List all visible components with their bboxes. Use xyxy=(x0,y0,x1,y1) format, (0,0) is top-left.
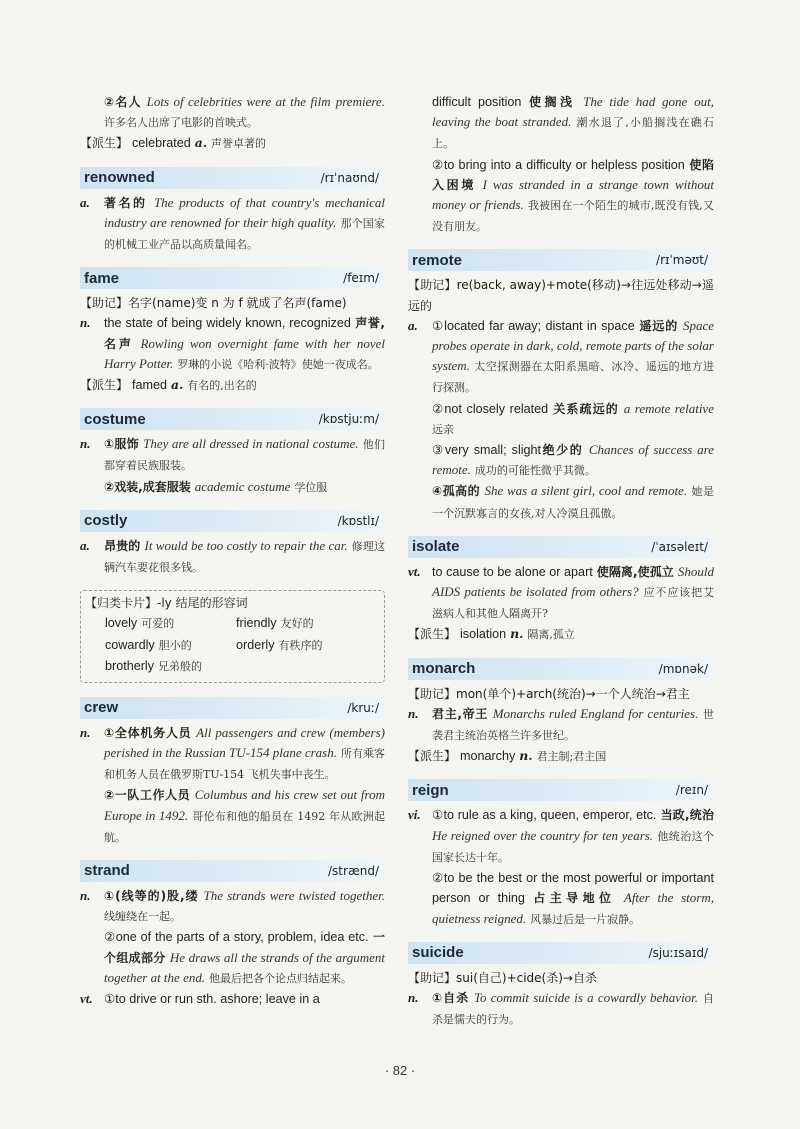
entry-costume xyxy=(80,408,385,498)
entry-celebrity-continued xyxy=(80,92,385,155)
derivation-pos: n. xyxy=(519,748,533,764)
memo-text: re(back, away)+mote(移动)→往远处移动→遥远的 xyxy=(408,278,714,313)
example: Columbus and his crew set out from Europe in 1492. xyxy=(104,787,385,823)
page-number: · 82 · xyxy=(384,1063,416,1078)
headword: fame xyxy=(84,269,120,287)
headword: remote xyxy=(412,251,463,269)
card-word: lovely 可爱的 xyxy=(105,616,175,631)
headword: monarch xyxy=(412,660,476,678)
headword-bar xyxy=(80,510,385,532)
part-of-speech: a. xyxy=(408,317,418,333)
part-of-speech: vt. xyxy=(408,563,421,579)
derivation-word: celebrated xyxy=(131,136,191,151)
example: I was stranded in a strange town without money or friends. xyxy=(432,176,714,213)
definition: ①to rule as a king, queen, emperor, etc. xyxy=(432,808,657,823)
sense-zh: 关系疏远的 xyxy=(553,401,619,416)
entry-suicide xyxy=(408,942,714,1031)
translation: 他统治这个国家长达十年。 xyxy=(432,829,714,864)
derivation-meaning: 隔离,孤立 xyxy=(527,628,575,642)
definition: the state of being widely known, recognized xyxy=(104,316,351,331)
translation: 那个国家的机械工业产品以高质量闻名。 xyxy=(104,216,385,252)
card-word: friendly 友好的 xyxy=(236,616,314,631)
headword-bar xyxy=(80,167,385,189)
headword: reign xyxy=(412,781,449,799)
example: Chances of success are remote. xyxy=(432,442,714,478)
part-of-speech: vt. xyxy=(80,990,93,1006)
card-title xyxy=(85,593,378,613)
memo-text: 名字(name)变 n 为 f 就成了名声(fame) xyxy=(128,296,347,311)
sense-zh: 遥远的 xyxy=(639,318,679,333)
pronunciation: /kɒstlɪ/ xyxy=(337,513,379,528)
sense-zh: 一个组成部分 xyxy=(104,930,385,965)
card-word-empty xyxy=(236,656,378,678)
entry-costly xyxy=(80,510,385,578)
entry-fame xyxy=(80,267,385,396)
example: The products of that country's mechanical industry are renowned for their high quality. xyxy=(104,194,385,230)
derivation-pos: a. xyxy=(194,135,208,151)
translation: 许多名人出席了电影的首映式。 xyxy=(104,116,258,130)
headword: suicide xyxy=(412,944,464,962)
meaning-zh: 君主,帝王 xyxy=(432,706,489,721)
pronunciation: /mɒnək/ xyxy=(658,661,708,676)
headword-bar xyxy=(408,658,714,680)
pronunciation: /reɪn/ xyxy=(675,783,708,798)
card-word-grid xyxy=(85,613,378,678)
definition: ①to drive or run sth. ashore; leave in a xyxy=(104,991,320,1006)
part-of-speech: n. xyxy=(408,989,419,1005)
headword-bar xyxy=(408,942,714,964)
pronunciation: /feɪm/ xyxy=(343,271,379,286)
translation: 应不应该把艾滋病人和其他人隔离开? xyxy=(432,586,714,621)
example: Space probes operate in dark, cold, remote parts of the solar system. xyxy=(432,317,714,374)
entry-strand xyxy=(80,860,385,1009)
sense-zh: ①自杀 xyxy=(432,990,470,1005)
pronunciation: /kruː/ xyxy=(347,700,379,715)
part-of-speech: n. xyxy=(80,724,91,740)
derivation-pos: a. xyxy=(170,377,184,393)
pronunciation: /ˈaɪsəleɪt/ xyxy=(651,539,708,554)
sense-zh: ①全体机务人员 xyxy=(104,725,192,740)
derivation-meaning: 有名的,出名的 xyxy=(187,379,257,393)
memo-tag: 【助记】 xyxy=(80,296,129,311)
translation: 太空探测器在太阳系黑暗、冰冷、遥远的地方进行探测。 xyxy=(432,360,714,395)
derivation-tag: 【派生】 xyxy=(80,136,129,151)
category-card xyxy=(80,590,385,683)
part-of-speech: a. xyxy=(80,194,90,210)
part-of-speech: n. xyxy=(80,315,91,331)
translation: 风暴过后是一片寂静。 xyxy=(530,912,641,926)
right-column xyxy=(408,92,714,1042)
entry-crew xyxy=(80,697,385,848)
sense-zh: ②戏装,成套服装 xyxy=(104,479,191,494)
example: premiere. xyxy=(335,94,385,109)
card-word: orderly 有秩序的 xyxy=(236,637,323,652)
translation: 世袭君主统治英格兰许多世纪。 xyxy=(432,707,714,743)
translation: 我被困在一个陌生的城市,既没有钱,又没有朋友。 xyxy=(432,199,714,234)
translation: 所有乘客和机务人员在俄罗斯TU-154 飞机失事中丧生。 xyxy=(104,746,385,782)
example: It would be too costly to repair the car. xyxy=(144,537,348,553)
meaning-zh: 昂贵的 xyxy=(104,538,141,553)
headword-bar xyxy=(80,408,385,430)
translation: 罗琳的小说《哈利·波特》使她一夜成名。 xyxy=(177,357,379,371)
memo-text: mon(单个)+arch(统治)→一个人统治→君主 xyxy=(456,686,690,701)
headword-bar xyxy=(80,267,385,289)
meaning-zh: 使隔离,使孤立 xyxy=(596,564,674,579)
example: a remote relative xyxy=(623,400,714,416)
headword-bar xyxy=(408,249,714,271)
example: All passengers and crew (members) perished in the Russian TU-154 plane crash. xyxy=(104,724,385,760)
headword: strand xyxy=(84,862,130,880)
pronunciation: /sjuːɪsaɪd/ xyxy=(648,945,708,960)
sense-zh: 绝少的 xyxy=(541,443,584,458)
headword-bar xyxy=(80,860,385,882)
derivation-pos: n. xyxy=(510,626,524,642)
example: He draws all the strands of the argument together at the end. xyxy=(104,949,385,985)
translation: 学位服 xyxy=(294,480,328,494)
example: Rowling won overnight fame with her novel Harry Potter. xyxy=(104,335,385,371)
definition: difficult position xyxy=(432,95,522,109)
part-of-speech: n. xyxy=(408,705,419,721)
translation: 他最后把各个论点归结起来。 xyxy=(209,971,353,985)
translation: 自杀是懦夫的行为。 xyxy=(432,991,714,1027)
pronunciation: /kɒstjuːm/ xyxy=(318,412,379,427)
derivation-meaning: 声誉卓著的 xyxy=(211,137,267,151)
entry-strand-continued xyxy=(408,92,714,237)
example: They are all dressed in national costume. xyxy=(143,436,359,452)
memo-tag: 【助记】 xyxy=(408,278,457,293)
meaning-zh: 声誉,名声 xyxy=(104,316,385,351)
sense-zh: ①(线等的)股,缕 xyxy=(104,888,199,903)
translation: 潮水退了,小船搁浅在礁石上。 xyxy=(432,116,714,151)
derivation-tag: 【派生】 xyxy=(80,378,129,393)
definition: ③very small; slight xyxy=(432,443,542,458)
card-word: cowardly 胆小的 xyxy=(105,637,192,652)
meaning-zh: 著名的 xyxy=(104,195,148,210)
headword-bar xyxy=(408,536,714,558)
derivation-tag: 【派生】 xyxy=(408,627,457,642)
derivation-word: monarchy xyxy=(459,749,516,764)
entry-remote xyxy=(408,249,714,523)
pronunciation: /rɪˈməʊt/ xyxy=(656,253,708,268)
sense-zh: 使搁浅 xyxy=(528,95,576,109)
translation: 他们都穿着民族服装。 xyxy=(104,438,386,473)
translation: 她是一个沉默寡言的女孩,对人冷漠且孤傲。 xyxy=(432,485,714,520)
example: To commit suicide is a cowardly behavior. xyxy=(474,989,699,1005)
derivation-word: isolation xyxy=(459,627,507,642)
example: academic costume xyxy=(194,478,291,494)
part-of-speech: n. xyxy=(80,436,91,452)
example: Should AIDS patients be isolated from others? xyxy=(432,563,714,600)
part-of-speech: vi. xyxy=(408,807,421,823)
example: After the storm, quietness reigned. xyxy=(432,890,714,926)
example: He reigned over the country for ten years. xyxy=(432,827,654,843)
card-word: brotherly 兄弟般的 xyxy=(105,659,203,674)
memo-tag: 【助记】 xyxy=(408,686,457,701)
sense-zh: ②一队工作人员 xyxy=(104,788,191,803)
definition: ②one of the parts of a story, problem, idea etc. xyxy=(104,930,369,945)
example: Monarchs ruled England for centuries. xyxy=(492,705,699,721)
definition: to cause to be alone or apart xyxy=(432,564,593,579)
definition: ①located far away; distant in space xyxy=(432,318,635,333)
sense-zh: ④孤高的 xyxy=(432,484,481,499)
example: Lots of celebrities were at the film xyxy=(146,94,331,109)
headword: isolate xyxy=(412,538,460,556)
sense-zh: ①服饰 xyxy=(104,437,139,452)
translation: 修理这辆汽车要花很多钱。 xyxy=(104,539,385,575)
sense-zh: ②名人 xyxy=(104,95,142,109)
part-of-speech: n. xyxy=(80,887,91,903)
example: The tide had gone out, leaving the boat stranded. xyxy=(432,94,714,130)
headword-bar xyxy=(408,779,714,801)
translation: 哥伦布和他的船员在 1492 年从欧洲起航。 xyxy=(104,809,385,844)
card-tag: 【归类卡片】 xyxy=(85,596,158,611)
sense-zh: 占主导地位 xyxy=(533,891,616,906)
pronunciation: /rɪˈnaʊnd/ xyxy=(320,170,379,185)
definition: ②to bring into a difficulty or helpless position xyxy=(432,157,685,172)
headword-bar xyxy=(80,697,385,719)
derivation-word: famed xyxy=(131,378,167,393)
definition: ②to be the best or the most powerful or important person or thing xyxy=(432,871,714,906)
headword: costly xyxy=(84,512,128,530)
memo-text: sui(自己)+cide(杀)→自杀 xyxy=(456,970,597,985)
left-column xyxy=(80,92,385,1021)
headword: costume xyxy=(84,410,146,428)
sense-zh: 使陷入困境 xyxy=(432,157,714,192)
entry-monarch xyxy=(408,658,714,768)
headword: renowned xyxy=(84,169,155,187)
derivation-meaning: 君主制;君主国 xyxy=(536,750,607,764)
translation: 远亲 xyxy=(432,422,454,436)
entry-renowned xyxy=(80,167,385,256)
translation: 线缠绕在一起。 xyxy=(104,910,181,924)
headword: crew xyxy=(84,699,119,717)
pronunciation: /strænd/ xyxy=(328,863,379,878)
translation: 成功的可能性微乎其微。 xyxy=(474,464,596,478)
part-of-speech: a. xyxy=(80,537,90,553)
definition: ②not closely related xyxy=(432,401,549,416)
card-heading: -ly 结尾的形容词 xyxy=(157,596,248,611)
example: She was a silent girl, cool and remote. xyxy=(484,483,688,499)
example: The strands were twisted together. xyxy=(203,887,385,903)
memo-tag: 【助记】 xyxy=(408,970,457,985)
sense-zh: 当政,统治 xyxy=(660,808,714,823)
entry-reign xyxy=(408,779,714,929)
entry-isolate xyxy=(408,536,714,646)
derivation-tag: 【派生】 xyxy=(408,749,457,764)
